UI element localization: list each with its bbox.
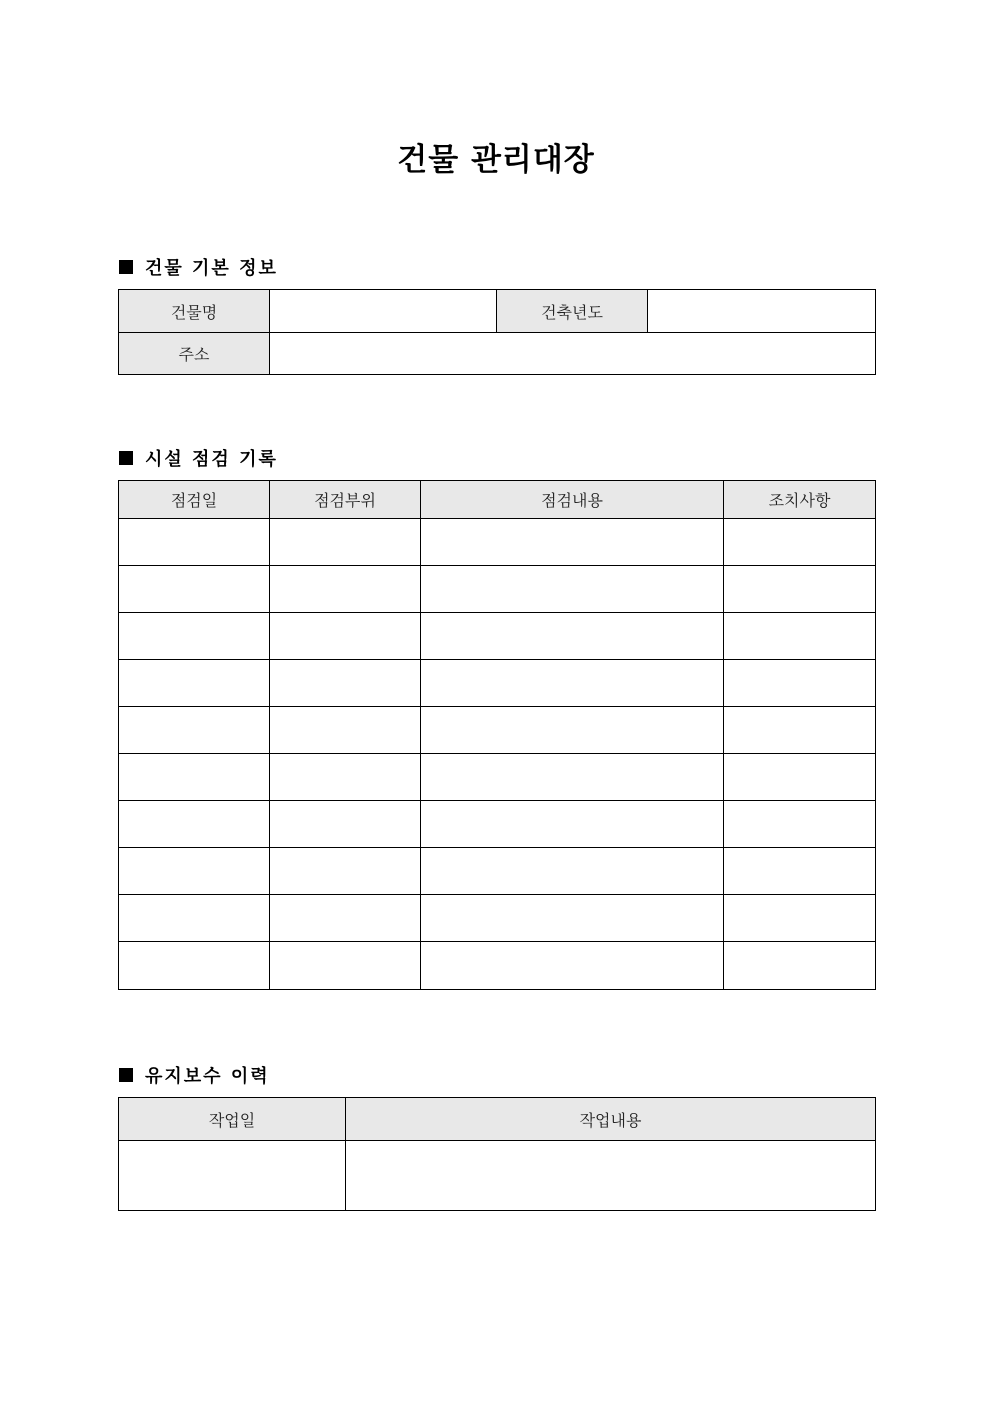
action-taken-cell[interactable] [724,754,876,801]
document-title: 건물 관리대장 [397,142,595,178]
inspection-table [118,480,876,990]
section-heading-label: 유지보수 이력 [145,1066,270,1087]
inspection-date-cell[interactable] [119,613,270,660]
inspection-details-cell[interactable] [421,848,724,895]
inspection-date-cell[interactable] [119,895,270,942]
action-taken-cell[interactable] [724,566,876,613]
action-taken-cell[interactable] [724,707,876,754]
action-taken-cell[interactable] [724,848,876,895]
inspection-date-cell[interactable] [119,566,270,613]
address-field[interactable] [270,333,876,375]
inspection-details-cell[interactable] [421,707,724,754]
column-header-inspection-date: 점검일 [119,481,270,519]
inspection-area-cell[interactable] [270,707,421,754]
action-taken-cell[interactable] [724,613,876,660]
table-row [119,566,876,613]
section-heading-inspection [119,445,278,471]
inspection-details-cell[interactable] [421,942,724,990]
table-row [119,519,876,566]
inspection-area-cell[interactable] [270,754,421,801]
inspection-details-cell[interactable] [421,519,724,566]
inspection-details-cell[interactable] [421,754,724,801]
work-date-cell[interactable] [119,1141,346,1211]
action-taken-cell[interactable] [724,942,876,990]
column-header-action-taken: 조치사항 [724,481,876,519]
maintenance-table [118,1097,876,1211]
inspection-date-cell[interactable] [119,519,270,566]
section-heading-maintenance [119,1062,270,1088]
action-taken-cell[interactable] [724,660,876,707]
table-row [119,942,876,990]
column-header-work-details: 작업내용 [346,1098,876,1141]
table-row [119,707,876,754]
basic-info-table [118,289,876,375]
section-heading-label: 건물 기본 정보 [145,258,278,279]
column-header-work-date: 작업일 [119,1098,346,1141]
inspection-area-cell[interactable] [270,942,421,990]
label-construction-year: 건축년도 [497,290,648,333]
inspection-date-cell[interactable] [119,660,270,707]
inspection-details-cell[interactable] [421,660,724,707]
inspection-area-cell[interactable] [270,895,421,942]
inspection-date-cell[interactable] [119,754,270,801]
inspection-header-row [119,481,876,519]
inspection-details-cell[interactable] [421,801,724,848]
section-heading-basic-info [119,254,278,280]
table-row [119,895,876,942]
square-bullet-icon [119,451,133,465]
table-row [119,1141,876,1211]
inspection-area-cell[interactable] [270,566,421,613]
table-row [119,801,876,848]
inspection-date-cell[interactable] [119,942,270,990]
inspection-area-cell[interactable] [270,801,421,848]
column-header-inspection-area: 점검부위 [270,481,421,519]
action-taken-cell[interactable] [724,519,876,566]
inspection-date-cell[interactable] [119,707,270,754]
table-row [119,754,876,801]
label-building-name: 건물명 [119,290,270,333]
inspection-area-cell[interactable] [270,848,421,895]
construction-year-field[interactable] [648,290,876,333]
action-taken-cell[interactable] [724,801,876,848]
table-row [119,613,876,660]
inspection-area-cell[interactable] [270,660,421,707]
inspection-date-cell[interactable] [119,848,270,895]
building-name-field[interactable] [270,290,497,333]
square-bullet-icon [119,1068,133,1082]
action-taken-cell[interactable] [724,895,876,942]
inspection-date-cell[interactable] [119,801,270,848]
work-details-cell[interactable] [346,1141,876,1211]
table-row [119,660,876,707]
inspection-area-cell[interactable] [270,519,421,566]
section-heading-label: 시설 점검 기록 [145,449,278,470]
label-address: 주소 [119,333,270,375]
column-header-inspection-details: 점검내용 [421,481,724,519]
maintenance-header-row [119,1098,876,1141]
inspection-details-cell[interactable] [421,895,724,942]
table-row [119,848,876,895]
square-bullet-icon [119,260,133,274]
inspection-area-cell[interactable] [270,613,421,660]
inspection-details-cell[interactable] [421,613,724,660]
inspection-details-cell[interactable] [421,566,724,613]
